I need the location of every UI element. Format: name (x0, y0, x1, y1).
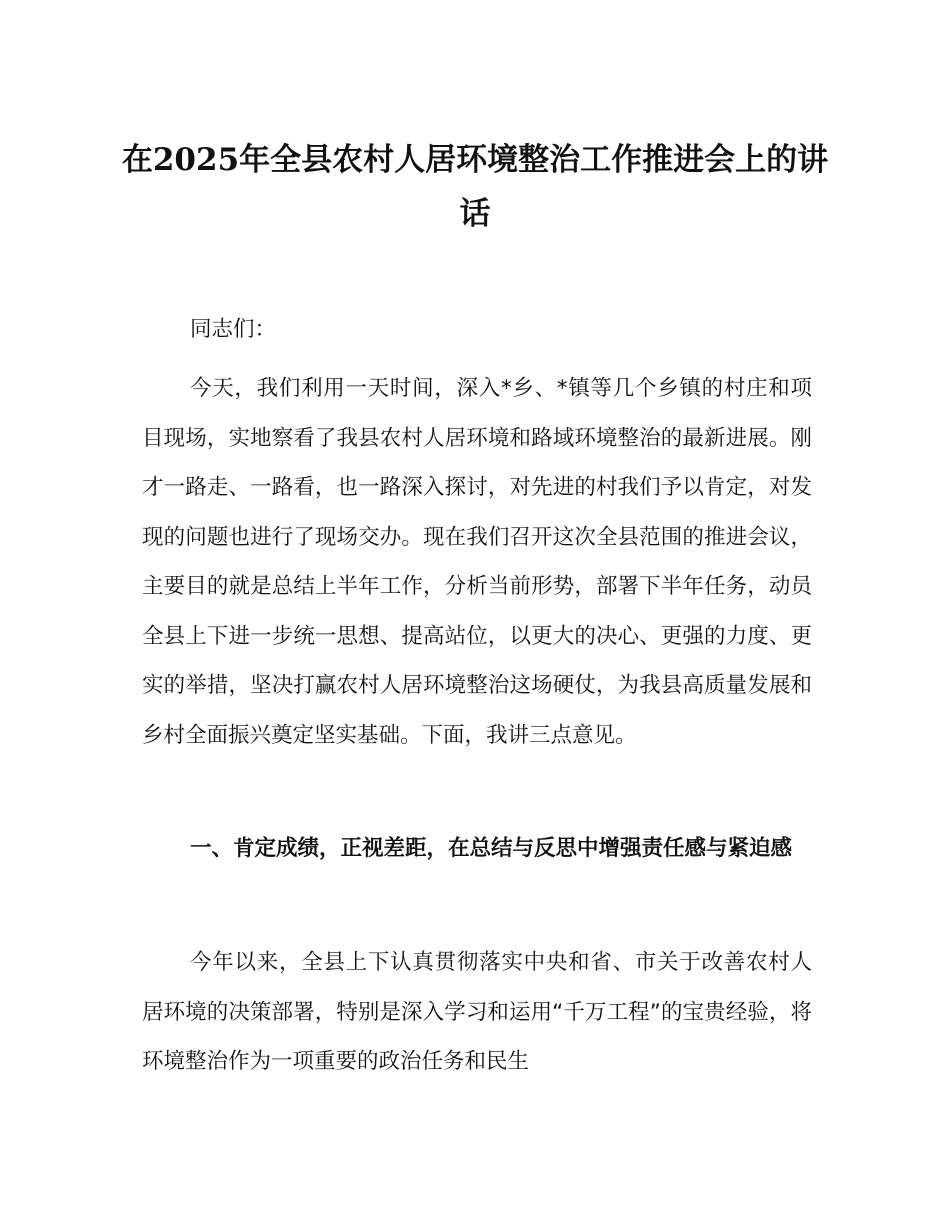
salutation: 同志们： (190, 317, 277, 342)
paragraph-section-1: 今年以来，全县上下认真贯彻落实中央和省、市关于改善农村人居环境的决策部署，特别是深入学习和运用“千万工程”的宝贵经验，将环境整治作为一项重要的政治任务和民生 (142, 950, 812, 1074)
section-heading-1: 一、肯定成绩，正视差距，在总结与反思中增强责任感与紧迫感 (190, 836, 793, 861)
document-title: 在2025年全县农村人居环境整治工作推进会上的讲话 (121, 141, 829, 232)
paragraph-intro: 今天，我们利用一天时间，深入*乡、*镇等几个乡镇的村庄和项目现场，实地察看了我县农村人居环境和路域环境整治的最新进展。刚才一路走、一路看，也一路深入探讨，对先进的村我们予以肯定，对发现的问题也进行了现场交办。现在我们召开这次全县范围的推进会议，主要目的就是总结上半年工作，分析当前形势，部署下半年任务，动员全县上下进一步统一思想、提高站位，以更大的决心、更强的力度、更实的举措，坚决打赢农村人居环境整治这场硬仗，为我县高质量发展和乡村全面振兴奠定坚实基础。下面，我讲三点意见。 (142, 376, 812, 748)
